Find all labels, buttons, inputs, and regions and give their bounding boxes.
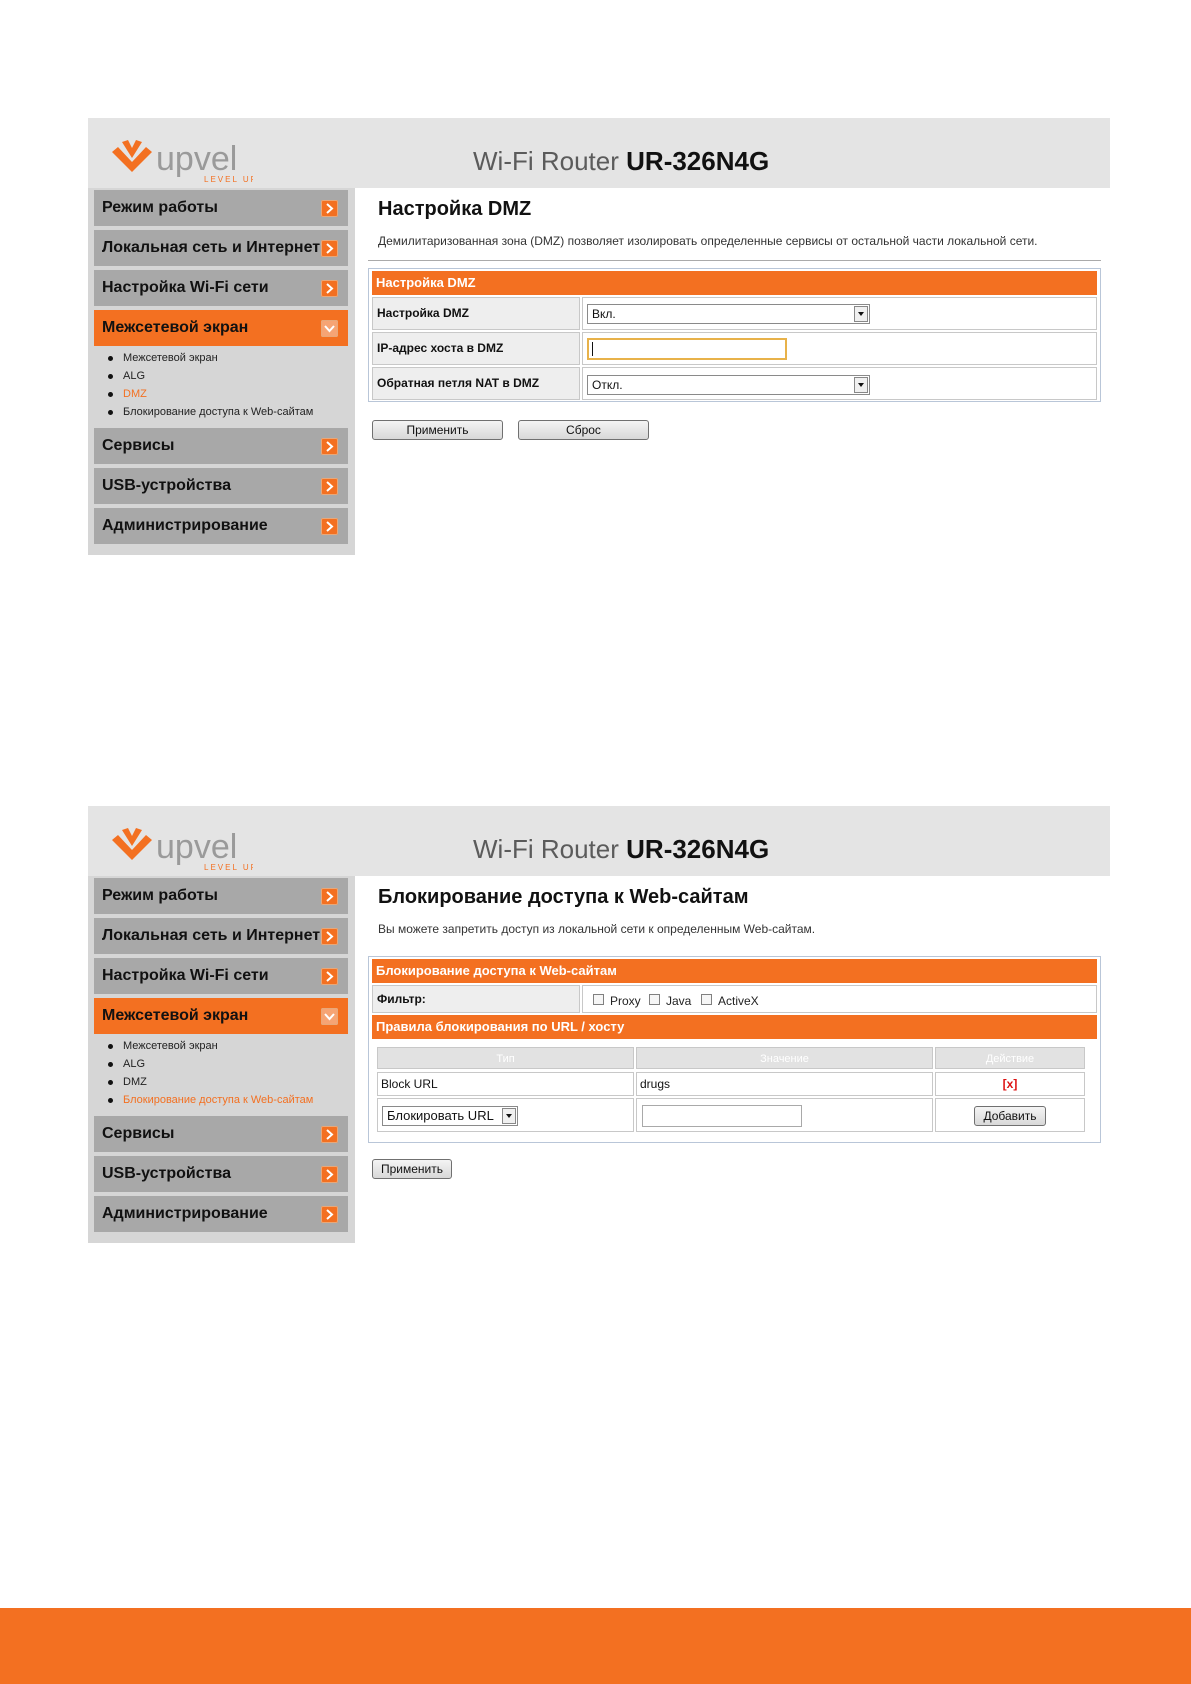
row-label: Настройка DMZ: [372, 297, 580, 330]
chevron-right-icon: [321, 1206, 338, 1223]
section-header: Блокирование доступа к Web-сайтам: [372, 959, 1097, 983]
main-content: [368, 188, 1110, 555]
sidebar-item-services[interactable]: Сервисы: [94, 428, 348, 464]
upvel-logo: [108, 140, 253, 184]
dmz-enable-select[interactable]: Вкл.: [587, 304, 870, 324]
sidebar-item-usb[interactable]: USB-устройства: [94, 1156, 348, 1192]
sidebar-item-usb[interactable]: USB-устройства: [94, 468, 348, 504]
chevron-down-icon: [321, 1008, 338, 1025]
apply-button[interactable]: Применить: [372, 1159, 452, 1179]
java-checkbox[interactable]: [649, 994, 660, 1005]
rule-type-cell: Block URL: [377, 1072, 634, 1096]
chevron-right-icon: [321, 968, 338, 985]
filter-label: Фильтр:: [372, 985, 580, 1013]
divider: [368, 260, 1101, 261]
activex-label: ActiveX: [718, 994, 759, 1008]
chevron-right-icon: [321, 478, 338, 495]
chevron-right-icon: [321, 1166, 338, 1183]
sidebar-item-lan-internet[interactable]: Локальная сеть и Интернет: [94, 918, 348, 954]
svg-text:upvel: upvel: [156, 828, 238, 866]
sidebar: Режим работы Локальная сеть и Интернет Настройка Wi-Fi сети Межсетевой экран Межсетевой экран ALG DMZ Блокирование доступа к Web-сайтам Сервисы USB-устройства Администрирование: [88, 876, 355, 1243]
chevron-right-icon: [321, 280, 338, 297]
activex-checkbox[interactable]: [701, 994, 712, 1005]
section-header: Настройка DMZ: [372, 271, 1097, 295]
sidebar-item-admin[interactable]: Администрирование: [94, 508, 348, 544]
header: [88, 806, 1110, 876]
nat-loopback-select[interactable]: Откл.: [587, 375, 870, 395]
rule-value-cell: drugs: [636, 1072, 933, 1096]
rule-value-input[interactable]: [642, 1105, 802, 1127]
header-title: Wi-Fi Router UR-326N4G: [473, 146, 770, 176]
upvel-logo: [108, 828, 253, 872]
sidebar-item-firewall[interactable]: Межсетевой экран: [94, 998, 348, 1034]
column-header-action: Действие: [935, 1047, 1085, 1069]
page-title: Блокирование доступа к Web-сайтам: [378, 886, 749, 908]
reset-button[interactable]: Сброс: [518, 420, 649, 440]
dropdown-arrow-icon: [502, 1108, 516, 1124]
chevron-right-icon: [321, 240, 338, 257]
rule-type-select[interactable]: Блокировать URL: [382, 1106, 518, 1126]
sidebar-item-lan-internet[interactable]: Локальная сеть и Интернет: [94, 230, 348, 266]
sidebar-item-mode[interactable]: Режим работы: [94, 190, 348, 226]
page-title: Настройка DMZ: [378, 198, 532, 220]
column-header-value: Значение: [636, 1047, 933, 1069]
sidebar-item-mode[interactable]: Режим работы: [94, 878, 348, 914]
svg-text:LEVEL UP: LEVEL UP: [204, 175, 253, 184]
apply-button[interactable]: Применить: [372, 420, 503, 440]
page-description: Вы можете запретить доступ из локальной сети к определенным Web-сайтам.: [378, 922, 816, 936]
row-label: Обратная петля NAT в DMZ: [372, 367, 580, 400]
page-footer-bar: [0, 1608, 1191, 1684]
delete-rule-button[interactable]: [x]: [935, 1072, 1085, 1096]
sidebar-item-admin[interactable]: Администрирование: [94, 1196, 348, 1232]
main-content: [368, 876, 1110, 1243]
dmz-host-ip-input[interactable]: [587, 338, 787, 360]
sidebar-item-wifi[interactable]: Настройка Wi-Fi сети: [94, 270, 348, 306]
chevron-right-icon: [321, 928, 338, 945]
web-block-screenshot: [88, 806, 1110, 1243]
dropdown-arrow-icon: [854, 377, 868, 393]
svg-text:upvel: upvel: [156, 140, 238, 178]
sidebar-item-firewall[interactable]: Межсетевой экран: [94, 310, 348, 346]
chevron-right-icon: [321, 518, 338, 535]
page-description: Демилитаризованная зона (DMZ) позволяет изолировать определенные сервисы от остальной части локальной сети.: [378, 234, 1038, 248]
dmz-screenshot: [88, 118, 1110, 555]
chevron-right-icon: [321, 438, 338, 455]
header: [88, 118, 1110, 188]
java-label: Java: [666, 994, 692, 1008]
column-header-type: Тип: [377, 1047, 634, 1069]
row-label: IP-адрес хоста в DMZ: [372, 332, 580, 365]
chevron-right-icon: [321, 1126, 338, 1143]
rules-section-header: Правила блокирования по URL / хосту: [372, 1015, 1097, 1039]
header-title: Wi-Fi Router UR-326N4G: [473, 834, 770, 864]
sidebar-item-wifi[interactable]: Настройка Wi-Fi сети: [94, 958, 348, 994]
proxy-checkbox[interactable]: [593, 994, 604, 1005]
sidebar-item-services[interactable]: Сервисы: [94, 1116, 348, 1152]
chevron-right-icon: [321, 200, 338, 217]
dmz-settings-table: [368, 268, 1101, 402]
web-block-table: [368, 956, 1101, 1143]
filter-options: [582, 985, 1097, 1013]
chevron-down-icon: [321, 320, 338, 337]
add-rule-button[interactable]: Добавить: [974, 1106, 1046, 1126]
dropdown-arrow-icon: [854, 306, 868, 322]
chevron-right-icon: [321, 888, 338, 905]
sidebar: Режим работы Локальная сеть и Интернет Настройка Wi-Fi сети Межсетевой экран Межсетевой экран ALG DMZ Блокирование доступа к Web-сайтам Сервисы USB-устройства Администрирование: [88, 188, 355, 555]
proxy-label: Proxy: [610, 994, 641, 1008]
svg-text:LEVEL UP: LEVEL UP: [204, 863, 253, 872]
